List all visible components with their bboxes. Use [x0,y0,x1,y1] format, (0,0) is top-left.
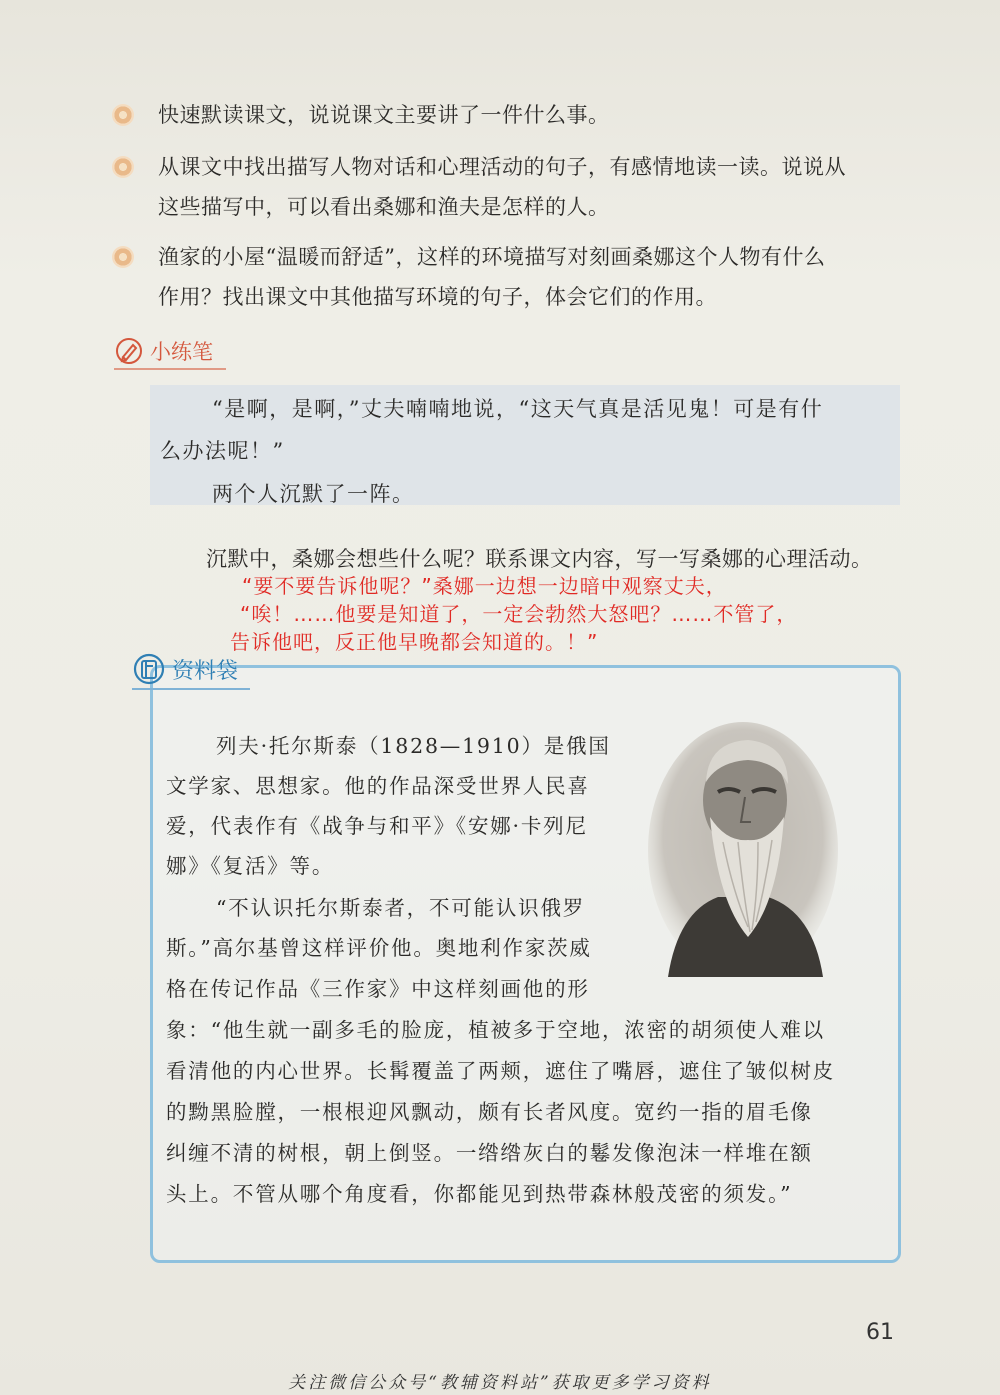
info-line-2: 文学家、思想家。他的作品深受世界人民喜 [166,774,590,798]
practice-prompt: 沉默中，桑娜会想些什么呢？联系课文内容，写一写桑娜的心理活动。 [206,547,873,571]
handwritten-answer-line-3: 告诉他吧，反正他早晚都会知道的。！” [230,630,599,654]
flower-bullet-icon [112,104,134,126]
info-heading [132,652,238,686]
info-line-9: 看清他的内心世界。长髯覆盖了两颊，遮住了嘴唇，遮住了皱似树皮 [166,1059,835,1083]
question-3-line-1: 渔家的小屋“温暖而舒适”，这样的环境描写对刻画桑娜这个人物有什么 [158,245,826,269]
info-line-7: 格在传记作品《三作家》中这样刻画他的形 [166,977,590,1001]
practice-title-underline [114,368,226,370]
info-line-3: 爱，代表作有《战争与和平》《安娜·卡列尼 [166,814,588,838]
excerpt-line-2: 么办法呢！” [160,439,285,463]
book-icon [132,652,166,686]
question-1 [112,95,912,135]
flower-bullet-icon [112,246,134,268]
question-2-line-2: 这些描写中，可以看出桑娜和渔夫是怎样的人。 [158,195,610,219]
handwritten-answer-line-2: “唉！……他要是知道了，一定会勃然大怒吧？……不管了， [240,602,798,626]
pen-icon [114,336,144,366]
practice-title: 小练笔 [150,340,213,364]
info-title: 资料袋 [172,658,239,684]
info-line-11: 纠缠不清的树根，朝上倒竖。一绺绺灰白的鬈发像泡沫一样堆在额 [166,1141,813,1165]
info-line-5: “不认识托尔斯泰者，不可能认识俄罗 [216,896,586,920]
handwritten-answer-line-1: “要不要告诉他呢？”桑娜一边想一边暗中观察丈夫， [242,574,727,598]
flower-bullet-icon [112,156,134,178]
info-line-1: 列夫·托尔斯泰（1828—1910）是俄国 [216,734,611,758]
question-1-text: 快速默读课文，说说课文主要讲了一件什么事。 [158,103,610,127]
info-line-12: 头上。不管从哪个角度看，你都能见到热带森林般茂密的须发。” [166,1182,793,1206]
info-line-6: 斯。”高尔基曾这样评价他。奥地利作家茨威 [166,936,592,960]
page-number: 61 [866,1320,894,1345]
info-line-10: 的黝黑脸膛，一根根迎风飘动，颇有长者风度。宽约一指的眉毛像 [166,1100,813,1124]
excerpt-line-1: “是啊，是啊，”丈夫喃喃地说，“这天气真是活见鬼！可是有什 [212,397,824,421]
practice-heading [114,336,213,366]
info-line-8: 象：“他生就一副多毛的脸庞，植被多于空地，浓密的胡须使人难以 [166,1018,825,1042]
info-title-underline [132,688,250,690]
question-3 [112,237,912,317]
question-2-line-1: 从课文中找出描写人物对话和心理活动的句子，有感情地读一读。说说从 [158,155,846,179]
question-3-line-2: 作用？找出课文中其他描写环境的句子，体会它们的作用。 [158,285,717,309]
info-line-4: 娜》《复活》等。 [166,854,335,878]
question-2 [112,147,912,227]
watermark-text: 关注微信公众号“教辅资料站”获取更多学习资料 [288,1373,712,1393]
excerpt-line-3: 两个人沉默了一阵。 [212,482,415,506]
tolstoy-portrait [648,722,838,977]
